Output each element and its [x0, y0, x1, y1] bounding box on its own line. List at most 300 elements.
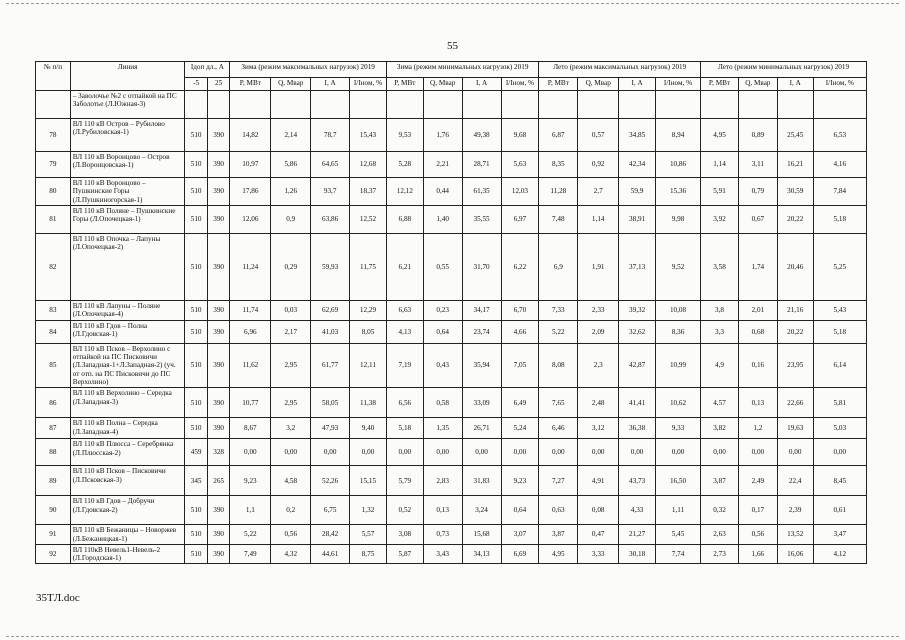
- value-cell: 9,98: [656, 205, 701, 233]
- header-p: P, МВт: [230, 78, 271, 91]
- value-cell: 20,22: [777, 320, 813, 343]
- value-cell: 6,87: [539, 119, 578, 152]
- value-cell: 510: [185, 343, 208, 387]
- value-cell: 11,62: [230, 343, 271, 387]
- header-q: Q, Мвар: [738, 78, 777, 91]
- value-cell: 10,62: [656, 388, 701, 418]
- value-cell: 0,00: [350, 439, 387, 466]
- table-row: [36, 418, 867, 439]
- value-cell: 390: [207, 119, 230, 152]
- value-cell: 0,00: [777, 439, 813, 466]
- value-cell: [738, 91, 777, 119]
- value-cell: 3,8: [701, 300, 739, 320]
- value-cell: 6,96: [230, 320, 271, 343]
- row-number: 89: [36, 466, 71, 496]
- value-cell: 1,32: [350, 496, 387, 525]
- header-i: I, А: [619, 78, 656, 91]
- header-idop: Iдоп дл., А: [185, 62, 230, 78]
- value-cell: 4,16: [813, 152, 866, 178]
- value-cell: 390: [207, 544, 230, 564]
- value-cell: 8,05: [350, 320, 387, 343]
- line-name: ВЛ 110 кВ Псков – Писковичи (Л.Псковская-3): [70, 466, 185, 496]
- table-row: [36, 178, 867, 206]
- table-row: [36, 119, 867, 152]
- table-row: [36, 525, 867, 545]
- value-cell: 3,24: [462, 496, 501, 525]
- value-cell: 11,74: [230, 300, 271, 320]
- value-cell: 59,9: [619, 178, 656, 206]
- value-cell: 3,43: [423, 544, 462, 564]
- value-cell: 2,95: [271, 343, 311, 387]
- value-cell: 26,71: [462, 418, 501, 439]
- value-cell: 0,03: [271, 300, 311, 320]
- value-cell: 3,82: [701, 418, 739, 439]
- line-name: – Заволочье №2 с отпайкой на ПС Заболотье (Л.Южная-3): [70, 91, 185, 119]
- value-cell: 0,00: [813, 439, 866, 466]
- line-name: ВЛ 110 кВ Полна – Середка (Л.Западная-4): [70, 418, 185, 439]
- value-cell: 0,16: [738, 343, 777, 387]
- value-cell: 20,46: [777, 233, 813, 300]
- value-cell: 2,33: [578, 300, 619, 320]
- value-cell: 15,68: [462, 525, 501, 545]
- value-cell: 15,43: [350, 119, 387, 152]
- table-row: [36, 233, 867, 300]
- value-cell: 12,52: [350, 205, 387, 233]
- header-summer-max: Лето (режим максимальных нагрузок) 2019: [539, 62, 701, 78]
- value-cell: 8,75: [350, 544, 387, 564]
- value-cell: 0,9: [271, 205, 311, 233]
- value-cell: 3,87: [701, 466, 739, 496]
- table-row: [36, 496, 867, 525]
- value-cell: 4,66: [501, 320, 539, 343]
- value-cell: 5,43: [813, 300, 866, 320]
- row-number: 81: [36, 205, 71, 233]
- value-cell: 0,00: [578, 439, 619, 466]
- value-cell: 42,34: [619, 152, 656, 178]
- value-cell: 30,18: [619, 544, 656, 564]
- value-cell: 510: [185, 178, 208, 206]
- value-cell: 20,22: [777, 205, 813, 233]
- value-cell: 390: [207, 320, 230, 343]
- value-cell: 0,00: [230, 439, 271, 466]
- file-name-footer: 35TЛ.doc: [36, 592, 80, 604]
- value-cell: 7,49: [230, 544, 271, 564]
- value-cell: 0,52: [386, 496, 423, 525]
- value-cell: 11,38: [350, 388, 387, 418]
- value-cell: 0,29: [271, 233, 311, 300]
- value-cell: 9,40: [350, 418, 387, 439]
- value-cell: 4,91: [578, 466, 619, 496]
- row-number: [36, 91, 71, 119]
- value-cell: 6,97: [501, 205, 539, 233]
- line-name: ВЛ 110 кВ Верхолино – Середка (Л.Западная-3): [70, 388, 185, 418]
- value-cell: 0,00: [386, 439, 423, 466]
- value-cell: 0,92: [578, 152, 619, 178]
- value-cell: [539, 91, 578, 119]
- value-cell: 10,97: [230, 152, 271, 178]
- value-cell: 31,70: [462, 233, 501, 300]
- value-cell: 2,39: [777, 496, 813, 525]
- value-cell: 5,81: [813, 388, 866, 418]
- value-cell: 0,00: [271, 439, 311, 466]
- header-ratio: I/Iном, %: [501, 78, 539, 91]
- value-cell: 11,24: [230, 233, 271, 300]
- value-cell: 12,68: [350, 152, 387, 178]
- value-cell: 2,3: [578, 343, 619, 387]
- value-cell: 23,95: [777, 343, 813, 387]
- value-cell: 8,45: [813, 466, 866, 496]
- value-cell: 6,88: [386, 205, 423, 233]
- value-cell: 510: [185, 525, 208, 545]
- value-cell: 0,00: [501, 439, 539, 466]
- value-cell: [501, 91, 539, 119]
- value-cell: 0,32: [701, 496, 739, 525]
- value-cell: 10,77: [230, 388, 271, 418]
- value-cell: 9,23: [501, 466, 539, 496]
- value-cell: 3,58: [701, 233, 739, 300]
- value-cell: 15,15: [350, 466, 387, 496]
- value-cell: 4,58: [271, 466, 311, 496]
- value-cell: 510: [185, 300, 208, 320]
- value-cell: 0,43: [423, 343, 462, 387]
- value-cell: 42,87: [619, 343, 656, 387]
- value-cell: 0,23: [423, 300, 462, 320]
- value-cell: 6,14: [813, 343, 866, 387]
- value-cell: 7,48: [539, 205, 578, 233]
- value-cell: [578, 91, 619, 119]
- value-cell: 0,00: [462, 439, 501, 466]
- value-cell: 0,67: [738, 205, 777, 233]
- value-cell: 62,69: [311, 300, 350, 320]
- value-cell: 0,47: [578, 525, 619, 545]
- header-q: Q, Мвар: [578, 78, 619, 91]
- value-cell: 2,48: [578, 388, 619, 418]
- value-cell: 2,01: [738, 300, 777, 320]
- row-number: 92: [36, 544, 71, 564]
- value-cell: 33,09: [462, 388, 501, 418]
- value-cell: 9,68: [501, 119, 539, 152]
- value-cell: 390: [207, 496, 230, 525]
- value-cell: 4,9: [701, 343, 739, 387]
- value-cell: 12,03: [501, 178, 539, 206]
- value-cell: 328: [207, 439, 230, 466]
- header-winter-min: Зима (режим минимальных нагрузок) 2019: [386, 62, 538, 78]
- value-cell: 35,94: [462, 343, 501, 387]
- header-line: Линия: [70, 62, 185, 91]
- value-cell: 2,7: [578, 178, 619, 206]
- value-cell: [207, 91, 230, 119]
- value-cell: 47,93: [311, 418, 350, 439]
- value-cell: 37,13: [619, 233, 656, 300]
- value-cell: 510: [185, 320, 208, 343]
- value-cell: 3,33: [578, 544, 619, 564]
- value-cell: [701, 91, 739, 119]
- header-i: I, А: [311, 78, 350, 91]
- value-cell: 0,57: [578, 119, 619, 152]
- value-cell: 5,18: [386, 418, 423, 439]
- value-cell: 12,06: [230, 205, 271, 233]
- value-cell: 390: [207, 205, 230, 233]
- value-cell: 61,77: [311, 343, 350, 387]
- value-cell: 2,95: [271, 388, 311, 418]
- value-cell: 4,33: [619, 496, 656, 525]
- value-cell: 390: [207, 152, 230, 178]
- value-cell: 7,19: [386, 343, 423, 387]
- value-cell: 52,26: [311, 466, 350, 496]
- value-cell: 0,89: [738, 119, 777, 152]
- value-cell: 4,95: [539, 544, 578, 564]
- line-name: ВЛ 110 кВ Гдов – Добручи (Л.Гдовская-2): [70, 496, 185, 525]
- value-cell: 0,13: [423, 496, 462, 525]
- value-cell: 3,87: [539, 525, 578, 545]
- value-cell: 8,67: [230, 418, 271, 439]
- value-cell: 31,83: [462, 466, 501, 496]
- line-name: ВЛ 110 кВ Поляне – Пушкинские Горы (Л.Опочецкая-1): [70, 205, 185, 233]
- value-cell: 8,08: [539, 343, 578, 387]
- value-cell: 8,35: [539, 152, 578, 178]
- value-cell: 5,63: [501, 152, 539, 178]
- table-row: [36, 320, 867, 343]
- value-cell: 17,86: [230, 178, 271, 206]
- value-cell: 12,12: [386, 178, 423, 206]
- value-cell: 3,2: [271, 418, 311, 439]
- value-cell: 4,32: [271, 544, 311, 564]
- value-cell: [271, 91, 311, 119]
- value-cell: 3,07: [501, 525, 539, 545]
- value-cell: 0,00: [701, 439, 739, 466]
- line-name: ВЛ 110 кВ Гдов – Полна (Л.Гдовская-1): [70, 320, 185, 343]
- value-cell: 1,11: [656, 496, 701, 525]
- value-cell: 5,22: [539, 320, 578, 343]
- value-cell: 1,26: [271, 178, 311, 206]
- value-cell: 0,17: [738, 496, 777, 525]
- value-cell: 10,86: [656, 152, 701, 178]
- value-cell: 2,14: [271, 119, 311, 152]
- table-row: [36, 343, 867, 387]
- value-cell: 9,52: [656, 233, 701, 300]
- value-cell: 390: [207, 525, 230, 545]
- value-cell: 30,59: [777, 178, 813, 206]
- value-cell: 28,71: [462, 152, 501, 178]
- value-cell: 510: [185, 152, 208, 178]
- value-cell: 390: [207, 233, 230, 300]
- table-body: [36, 91, 867, 564]
- value-cell: 510: [185, 119, 208, 152]
- value-cell: [813, 91, 866, 119]
- value-cell: [462, 91, 501, 119]
- value-cell: 14,82: [230, 119, 271, 152]
- header-q: Q, Мвар: [271, 78, 311, 91]
- value-cell: [777, 91, 813, 119]
- value-cell: 3,08: [386, 525, 423, 545]
- value-cell: 6,75: [311, 496, 350, 525]
- value-cell: 8,94: [656, 119, 701, 152]
- line-name: ВЛ 110кВ Невель1-Невель-2 (Л.Городская-1): [70, 544, 185, 564]
- value-cell: [311, 91, 350, 119]
- value-cell: 58,05: [311, 388, 350, 418]
- line-name: ВЛ 110 кВ Воронцово – Пушкинские Горы (Л.Пушкиногорская-1): [70, 178, 185, 206]
- value-cell: 0,56: [271, 525, 311, 545]
- scan-top-edge: [6, 3, 899, 4]
- value-cell: 7,27: [539, 466, 578, 496]
- value-cell: 6,70: [501, 300, 539, 320]
- value-cell: 390: [207, 343, 230, 387]
- value-cell: 36,38: [619, 418, 656, 439]
- line-name: ВЛ 110 кВ Плюсса – Серебрянка (Л.Плюсская-2): [70, 439, 185, 466]
- value-cell: 21,27: [619, 525, 656, 545]
- header-temp-minus5: -5: [185, 78, 208, 91]
- value-cell: 4,57: [701, 388, 739, 418]
- value-cell: 5,03: [813, 418, 866, 439]
- value-cell: 1,14: [701, 152, 739, 178]
- value-cell: 12,11: [350, 343, 387, 387]
- value-cell: [656, 91, 701, 119]
- header-no: № п/п: [36, 62, 71, 91]
- value-cell: 3,3: [701, 320, 739, 343]
- value-cell: 2,09: [578, 320, 619, 343]
- value-cell: [350, 91, 387, 119]
- value-cell: 7,84: [813, 178, 866, 206]
- value-cell: 2,63: [701, 525, 739, 545]
- value-cell: 9,33: [656, 418, 701, 439]
- value-cell: 4,12: [813, 544, 866, 564]
- value-cell: 7,65: [539, 388, 578, 418]
- header-q: Q, Мвар: [423, 78, 462, 91]
- value-cell: 2,21: [423, 152, 462, 178]
- value-cell: 5,18: [813, 320, 866, 343]
- table-row: [36, 205, 867, 233]
- value-cell: 0,00: [738, 439, 777, 466]
- value-cell: 7,74: [656, 544, 701, 564]
- value-cell: 0,44: [423, 178, 462, 206]
- value-cell: 6,9: [539, 233, 578, 300]
- value-cell: 1,76: [423, 119, 462, 152]
- line-load-table: [35, 61, 867, 564]
- value-cell: 0,73: [423, 525, 462, 545]
- value-cell: 1,74: [738, 233, 777, 300]
- value-cell: [185, 91, 208, 119]
- value-cell: 1,35: [423, 418, 462, 439]
- value-cell: 5,91: [701, 178, 739, 206]
- value-cell: 63,86: [311, 205, 350, 233]
- row-number: 85: [36, 343, 71, 387]
- header-temp-25: 25: [207, 78, 230, 91]
- row-number: 82: [36, 233, 71, 300]
- value-cell: 5,24: [501, 418, 539, 439]
- value-cell: 510: [185, 418, 208, 439]
- value-cell: 390: [207, 178, 230, 206]
- value-cell: 23,74: [462, 320, 501, 343]
- row-number: 86: [36, 388, 71, 418]
- table-row: [36, 466, 867, 496]
- row-number: 88: [36, 439, 71, 466]
- value-cell: 9,23: [230, 466, 271, 496]
- value-cell: 43,73: [619, 466, 656, 496]
- value-cell: 6,56: [386, 388, 423, 418]
- value-cell: 25,45: [777, 119, 813, 152]
- value-cell: 345: [185, 466, 208, 496]
- value-cell: 0,00: [423, 439, 462, 466]
- value-cell: 510: [185, 205, 208, 233]
- header-p: P, МВт: [701, 78, 739, 91]
- value-cell: 265: [207, 466, 230, 496]
- value-cell: 59,93: [311, 233, 350, 300]
- value-cell: 93,7: [311, 178, 350, 206]
- value-cell: 21,16: [777, 300, 813, 320]
- header-p: P, МВт: [386, 78, 423, 91]
- value-cell: 15,36: [656, 178, 701, 206]
- value-cell: 0,79: [738, 178, 777, 206]
- value-cell: 38,91: [619, 205, 656, 233]
- value-cell: 5,45: [656, 525, 701, 545]
- line-name: ВЛ 110 кВ Остров – Рубилово (Л.Рубиловская-1): [70, 119, 185, 152]
- value-cell: 510: [185, 388, 208, 418]
- value-cell: [230, 91, 271, 119]
- table-row: [36, 544, 867, 564]
- value-cell: 28,42: [311, 525, 350, 545]
- value-cell: 6,49: [501, 388, 539, 418]
- table-row: [36, 300, 867, 320]
- value-cell: 5,87: [386, 544, 423, 564]
- value-cell: 0,13: [738, 388, 777, 418]
- value-cell: 19,63: [777, 418, 813, 439]
- table-row: [36, 439, 867, 466]
- value-cell: 0,2: [271, 496, 311, 525]
- value-cell: 39,32: [619, 300, 656, 320]
- header-i: I, А: [462, 78, 501, 91]
- value-cell: 0,00: [539, 439, 578, 466]
- scan-bottom-edge: [6, 636, 899, 637]
- header-summer-min: Лето (режим минимальных нагрузок) 2019: [701, 62, 867, 78]
- value-cell: 10,99: [656, 343, 701, 387]
- value-cell: 510: [185, 233, 208, 300]
- value-cell: 49,38: [462, 119, 501, 152]
- value-cell: 5,57: [350, 525, 387, 545]
- value-cell: 1,91: [578, 233, 619, 300]
- value-cell: 13,52: [777, 525, 813, 545]
- value-cell: 3,11: [738, 152, 777, 178]
- value-cell: 390: [207, 300, 230, 320]
- value-cell: 4,13: [386, 320, 423, 343]
- value-cell: 0,08: [578, 496, 619, 525]
- value-cell: 3,92: [701, 205, 739, 233]
- value-cell: 22,4: [777, 466, 813, 496]
- value-cell: 390: [207, 418, 230, 439]
- value-cell: 16,50: [656, 466, 701, 496]
- line-name: ВЛ 110 кВ Псков – Верхолино с отпайкой на ПС Писковичи (Л.Западная-1+Л.Западная-2) (уч. от отп. на ПС Писковичи до ПС Верхолино): [70, 343, 185, 387]
- value-cell: 5,18: [813, 205, 866, 233]
- value-cell: 0,56: [738, 525, 777, 545]
- value-cell: 12,29: [350, 300, 387, 320]
- line-name: ВЛ 110 кВ Воронцово – Остров (Л.Воронцовская-1): [70, 152, 185, 178]
- value-cell: 6,46: [539, 418, 578, 439]
- value-cell: 34,85: [619, 119, 656, 152]
- line-name: ВЛ 110 кВ Опочка – Лапуны (Л.Опочецкая-2): [70, 233, 185, 300]
- value-cell: 0,00: [656, 439, 701, 466]
- value-cell: 0,00: [311, 439, 350, 466]
- value-cell: 7,05: [501, 343, 539, 387]
- value-cell: 2,83: [423, 466, 462, 496]
- value-cell: 6,22: [501, 233, 539, 300]
- value-cell: 35,55: [462, 205, 501, 233]
- row-number: 83: [36, 300, 71, 320]
- table-row: [36, 152, 867, 178]
- value-cell: 6,21: [386, 233, 423, 300]
- value-cell: 6,69: [501, 544, 539, 564]
- value-cell: 5,28: [386, 152, 423, 178]
- value-cell: 11,28: [539, 178, 578, 206]
- value-cell: 32,62: [619, 320, 656, 343]
